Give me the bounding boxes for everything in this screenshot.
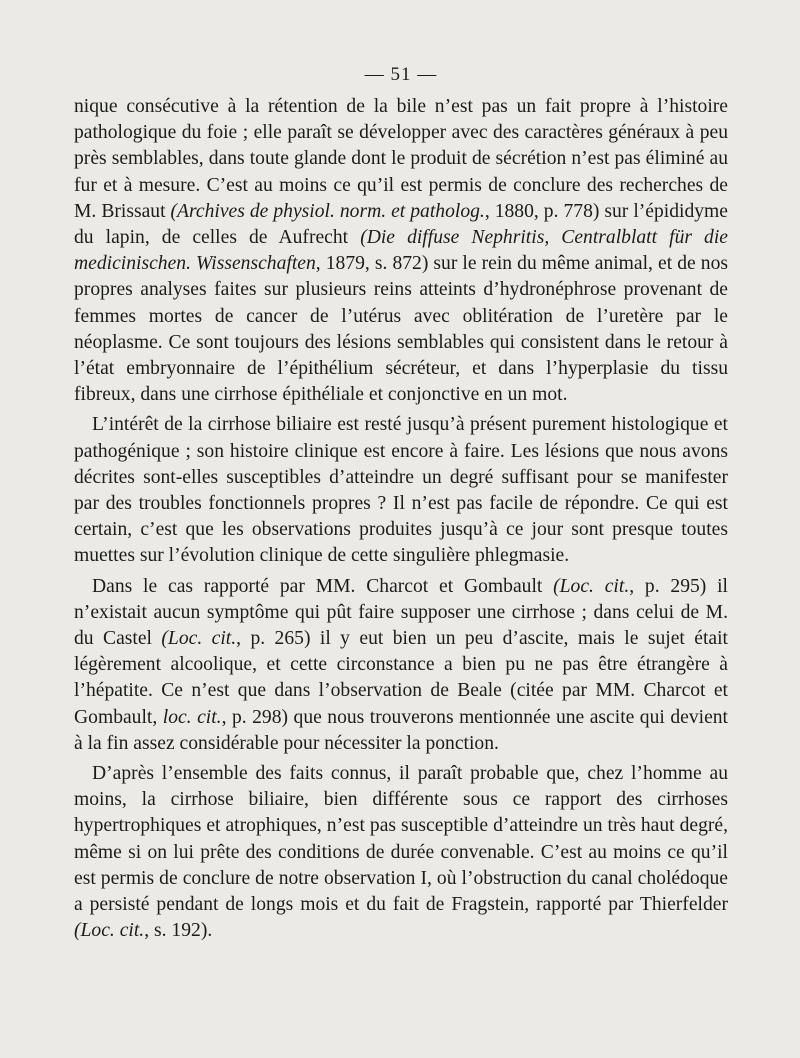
p3-run-1: (Loc. cit. <box>553 575 630 597</box>
p1-run-1: (Archives de physiol. norm. et patholog. <box>170 200 485 222</box>
p2-run-0: L’intérêt de la cirrhose biliaire est resté jusqu’à présent purement histologique et pathogénique ; son histoire clinique est encore à faire. Les lésions que nous avons décrites sont-elles susceptibles d’atteindre un degré suffisant pour se manifester par des troubles fonctionnels propres ? Il n’est pas facile de répondre. Ce qui est certain, c’est que les observations produites jusqu’à ce jour sont presque toutes muettes sur l’évolution clinique de cette singulière phlegmasie. <box>74 414 728 567</box>
p3-run-4: , p. 265) il y eut bien un peu d’ascite, mais le sujet était légèrement alcoolique, et cette circonstance a bien pu ne pas être étrangère à l’hépatite. Ce n’est que dans l’observation de Beale (citée par MM. Charcot et Gombault, <box>74 628 728 728</box>
p3-run-0: Dans le cas rapporté par MM. Charcot et Gombault <box>92 575 554 597</box>
paragraph-1 <box>74 94 728 408</box>
p4-run-1: (Loc. cit. <box>74 920 145 942</box>
paragraph-3 <box>74 574 728 757</box>
p3-run-2: , p. 295) il n’existait aucun symptôme qui pût faire supposer une cirrhose ; dans celui de M. du Castel <box>74 575 728 650</box>
p1-run-4: , 1879, s. 872) sur le rein du même animal, et de nos propres analyses faites sur plusieurs reins atteints d’hydronéphrose provenant de femmes mortes de cancer de l’utérus avec oblitération de l’uretère par le néoplasme. Ce sont toujours des lésions semblables qui consistent dans le retour à l’état embryonnaire de l’épithélium sécréteur, et dans l’hyperplasie du tissu fibreux, dans une cirrhose épithéliale et conjonctive en un mot. <box>74 253 728 406</box>
paragraph-2 <box>74 412 728 569</box>
p1-run-0: nique consécutive à la rétention de la bile n’est pas un fait propre à l’histoire pathologique du foie ; elle paraît se développer avec des caractères généraux à peu près semblables, dans toute glande dont le produit de sécrétion n’est pas éliminé au fur et à mesure. C’est au moins ce qu’il est permis de conclure des recherches de M. Brissaut <box>74 96 728 222</box>
p4-run-0: D’après l’ensemble des faits connus, il paraît probable que, chez l’homme au moins, la cirrhose biliaire, bien différente sous ce rapport des cirrhoses hypertrophiques et atrophiques, n’est pas susceptible d’atteindre un très haut degré, même si on lui prête des conditions de durée convenable. C’est au moins ce qu’il est permis de conclure de notre observation I, où l’obstruction du canal cholédoque a persisté pendant de longs mois et du fait de Fragstein, rapporté par Thierfelder <box>74 763 728 916</box>
p3-run-6: , p. 298) que nous trouverons mentionnée une ascite qui devient à la fin assez considérable pour nécessiter la ponction. <box>74 706 729 754</box>
paragraph-4 <box>74 761 728 944</box>
page-number: — 51 — <box>364 64 438 85</box>
p3-run-3: (Loc. cit. <box>161 628 237 650</box>
p1-run-2: , 1880, p. 778) sur l’épididyme du lapin, de celles de Aufrecht <box>74 200 728 249</box>
p1-run-3: (Die diffuse Nephritis, Centralblatt für die medicinischen. Wissenschaften <box>74 227 728 275</box>
p4-run-2: , s. 192). <box>144 920 213 942</box>
p3-run-5: loc. cit. <box>162 706 222 728</box>
